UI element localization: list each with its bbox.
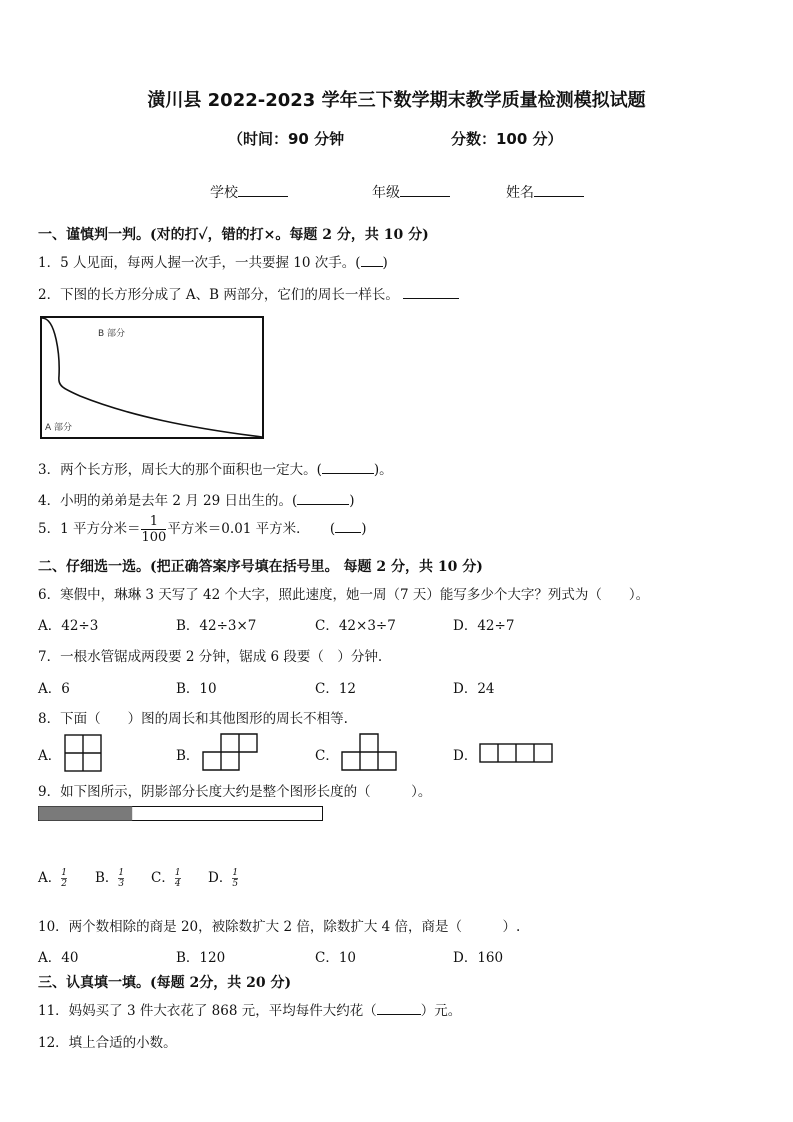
school-blank[interactable] <box>238 182 288 197</box>
rectangle-ab-diagram <box>40 316 265 440</box>
question-12: 12．填上合适的小数。 <box>38 1035 177 1051</box>
q7-option-c[interactable]: C．12 <box>315 681 357 697</box>
q8-option-b[interactable]: B． <box>176 748 200 764</box>
q8-figure-c <box>341 733 397 771</box>
q9-option-c[interactable]: C． $\frac{1}{4}$ <box>151 868 181 889</box>
question-2 <box>38 283 459 303</box>
q6-option-c[interactable]: C．42×3÷7 <box>315 618 396 634</box>
grade-blank[interactable] <box>400 182 450 197</box>
dividing-curve <box>42 318 262 437</box>
question-7: 7．一根水管锯成两段要 2 分钟，锯成 6 段要（ ）分钟. <box>38 649 383 665</box>
question-3-end: )。 <box>373 462 393 478</box>
section-3-heading: 三、认真填一填。(每题 2分，共 20 分) <box>38 975 292 991</box>
q9-option-d[interactable]: D． $\frac{1}{5}$ <box>208 868 239 889</box>
name-blank[interactable] <box>534 182 584 197</box>
question-5-pre: 5．1 平方分米＝ <box>38 521 141 537</box>
q8-figure-d <box>479 743 553 763</box>
answer-blank-4[interactable] <box>297 490 349 505</box>
exam-score: 分数：100 分） <box>451 130 563 148</box>
section-1-heading: 一、谨慎判一判。(对的打✓，错的打×。每题 2 分，共 10 分) <box>38 227 429 243</box>
q8-option-c[interactable]: C． <box>315 748 339 764</box>
question-9: 9．如下图所示，阴影部分长度大约是整个图形长度的（ ）。 <box>38 784 432 800</box>
page-title: 潢川县 2022-2023 学年三下数学期末教学质量检测模拟试题 <box>147 90 646 111</box>
question-8: 8．下面（ ）图的周长和其他图形的周长不相等. <box>38 711 348 727</box>
question-10: 10．两个数相除的商是 20，被除数扩大 2 倍，除数扩大 4 倍，商是（ ）. <box>38 919 521 935</box>
answer-blank-11[interactable] <box>377 1000 421 1015</box>
answer-blank-3[interactable] <box>322 459 374 474</box>
answer-blank-1[interactable] <box>361 252 383 267</box>
name-label: 姓名 <box>506 185 534 201</box>
q8-option-d[interactable]: D． <box>453 748 478 764</box>
question-3-text: 3．两个长方形，周长大的那个面积也一定大。( <box>38 462 322 478</box>
q10-option-b[interactable]: B．120 <box>176 950 226 966</box>
grade-label: 年级 <box>372 185 400 201</box>
q9-option-a[interactable]: A． $\frac{1}{2}$ <box>38 868 67 889</box>
school-field[interactable] <box>210 182 288 202</box>
q10-option-d[interactable]: D．160 <box>453 950 504 966</box>
question-4-end: ) <box>349 493 355 509</box>
question-11 <box>38 999 461 1019</box>
question-1 <box>38 251 388 271</box>
question-4 <box>38 489 355 509</box>
question-4-text: 4．小明的弟弟是去年 2 月 29 日出生的。( <box>38 493 298 509</box>
section-2-heading: 二、仔细选一选。(把正确答案序号填在括号里。 每题 2 分，共 10 分) <box>38 559 483 575</box>
q9-bar-shaded <box>39 807 133 821</box>
fraction-1-100: $\frac{1}{100}$ <box>141 514 167 545</box>
q6-option-a[interactable]: A．42÷3 <box>38 618 99 634</box>
school-label: 学校 <box>210 185 238 201</box>
q7-option-d[interactable]: D．24 <box>453 681 495 697</box>
question-3 <box>38 458 393 478</box>
label-a-part: A 部分 <box>45 423 73 433</box>
question-11-text: 11．妈妈买了 3 件大衣花了 868 元，平均每件大约花（ <box>38 1003 377 1019</box>
q6-option-d[interactable]: D．42÷7 <box>453 618 515 634</box>
q7-option-b[interactable]: B．10 <box>176 681 217 697</box>
label-b-part: B 部分 <box>98 329 126 339</box>
question-5-post: 平方米＝0.01 平方米． ( <box>167 521 336 537</box>
grade-field[interactable] <box>372 182 450 202</box>
name-field[interactable] <box>506 182 584 202</box>
answer-blank-5[interactable] <box>335 518 361 533</box>
exam-time: （时间：90 分钟 <box>228 130 345 148</box>
q10-option-a[interactable]: A．40 <box>38 950 79 966</box>
answer-blank-2[interactable] <box>403 284 459 299</box>
q8-figure-b <box>202 733 258 771</box>
question-5 <box>38 514 366 545</box>
question-2-text: 2．下图的长方形分成了 A、B 两部分，它们的周长一样长。 <box>38 287 399 303</box>
question-5-end: ) <box>361 521 367 537</box>
q10-option-c[interactable]: C．10 <box>315 950 357 966</box>
question-1-text: 1．5 人见面，每两人握一次手，一共要握 10 次手。( <box>38 255 361 271</box>
q7-option-a[interactable]: A．6 <box>38 681 70 697</box>
question-11-end: ）元。 <box>420 1003 462 1019</box>
question-1-end: ) <box>382 255 388 271</box>
q8-figure-a <box>64 734 102 772</box>
q8-option-a[interactable]: A． <box>38 748 62 764</box>
question-6: 6．寒假中，琳琳 3 天写了 42 个大字，照此速度，她一周（7 天）能写多少个大字？列式为（ ）。 <box>38 587 650 603</box>
q9-bar-diagram <box>38 806 324 822</box>
q6-option-b[interactable]: B．42÷3×7 <box>176 618 257 634</box>
rectangle-outline <box>41 317 263 438</box>
q9-option-b[interactable]: B． $\frac{1}{3}$ <box>95 868 125 889</box>
